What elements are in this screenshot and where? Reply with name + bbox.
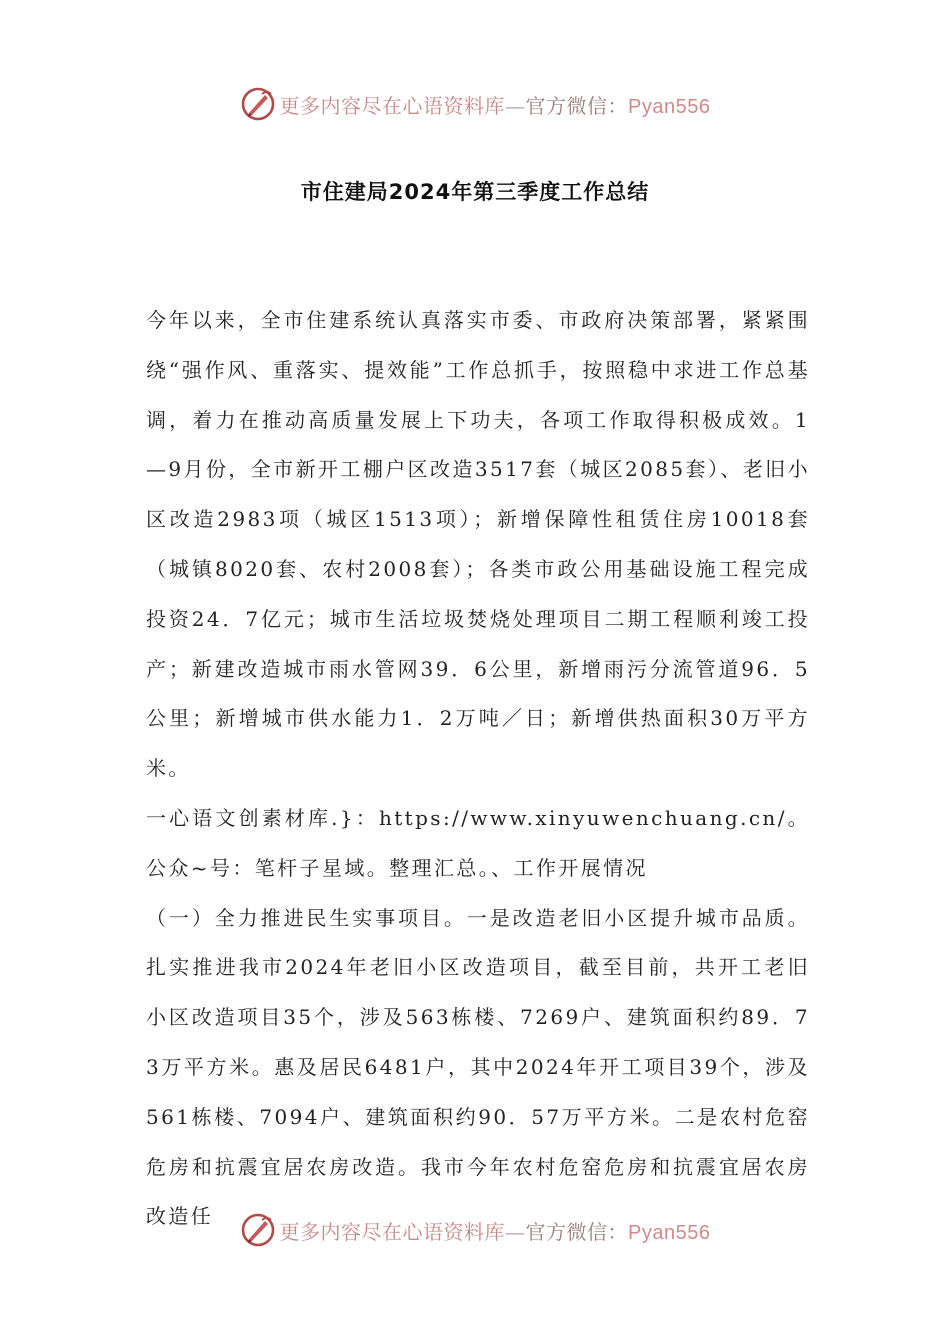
watermark-text [280, 1216, 711, 1245]
document-body [146, 296, 810, 1242]
watermark-dash: — [505, 1219, 526, 1244]
paragraph-intro: 今年以来，全市住建系统认真落实市委、市政府决策部署，紧紧围绕“强作风、重落实、提效能”工作总抓手，按照稳中求进工作总基调，着力在推动高质量发展上下功夫，各项工作取得积极成效。1—9月份，全市新开工棚户区改造3517套（城区2085套）、老旧小区改造2983项（城区1513项）；新增保障性租赁住房10018套（城镇8020套、农村2008套）；各类市政公用基础设施工程完成投资24．7亿元；城市生活垃圾焚烧处理项目二期工程顺利竣工投产；新建改造城市雨水管网39．6公里，新增雨污分流管道96．5公里；新增城市供水能力1．2万吨／日；新增供热面积30万平方米。 [146, 308, 810, 781]
pen-logo-icon [240, 1212, 276, 1248]
pen-logo-icon [240, 86, 276, 122]
header-watermark [0, 84, 950, 124]
watermark-prefix: 更多内容尽在心语资料库 [279, 93, 506, 118]
watermark-wechat-label: 官方微信： [525, 93, 629, 118]
watermark-prefix: 更多内容尽在心语资料库 [279, 1219, 506, 1244]
watermark-wechat-label: 官方微信： [525, 1219, 629, 1244]
document-title: 市住建局2024年第三季度工作总结 [300, 180, 650, 204]
watermark-wechat-id: Pyan556 [628, 1221, 711, 1244]
watermark-dash: — [505, 93, 526, 118]
watermark-text [280, 90, 711, 119]
footer-watermark [0, 1210, 950, 1250]
watermark-wechat-id: Pyan556 [628, 95, 711, 118]
paragraph-source-note: 一心语文创素材库.}：https://www.xinyuwenchuang.cn/。公众~号：笔杆子星域。整理汇总。、工作开展情况 [146, 805, 810, 880]
paragraph-section-one: （一）全力推进民生实事项目。一是改造老旧小区提升城市品质。扎实推进我市2024年老旧小区改造项目，截至目前，共开工老旧小区改造项目35个，涉及563栋楼、7269户、建筑面积约89．73万平方米。惠及居民6481户，其中2024年开工项目39个，涉及561栋楼、7094户、建筑面积约90．57万平方米。二是农村危窑危房和抗震宜居农房改造。我市今年农村危窑危房和抗震宜居农房改造任 [146, 905, 810, 1229]
